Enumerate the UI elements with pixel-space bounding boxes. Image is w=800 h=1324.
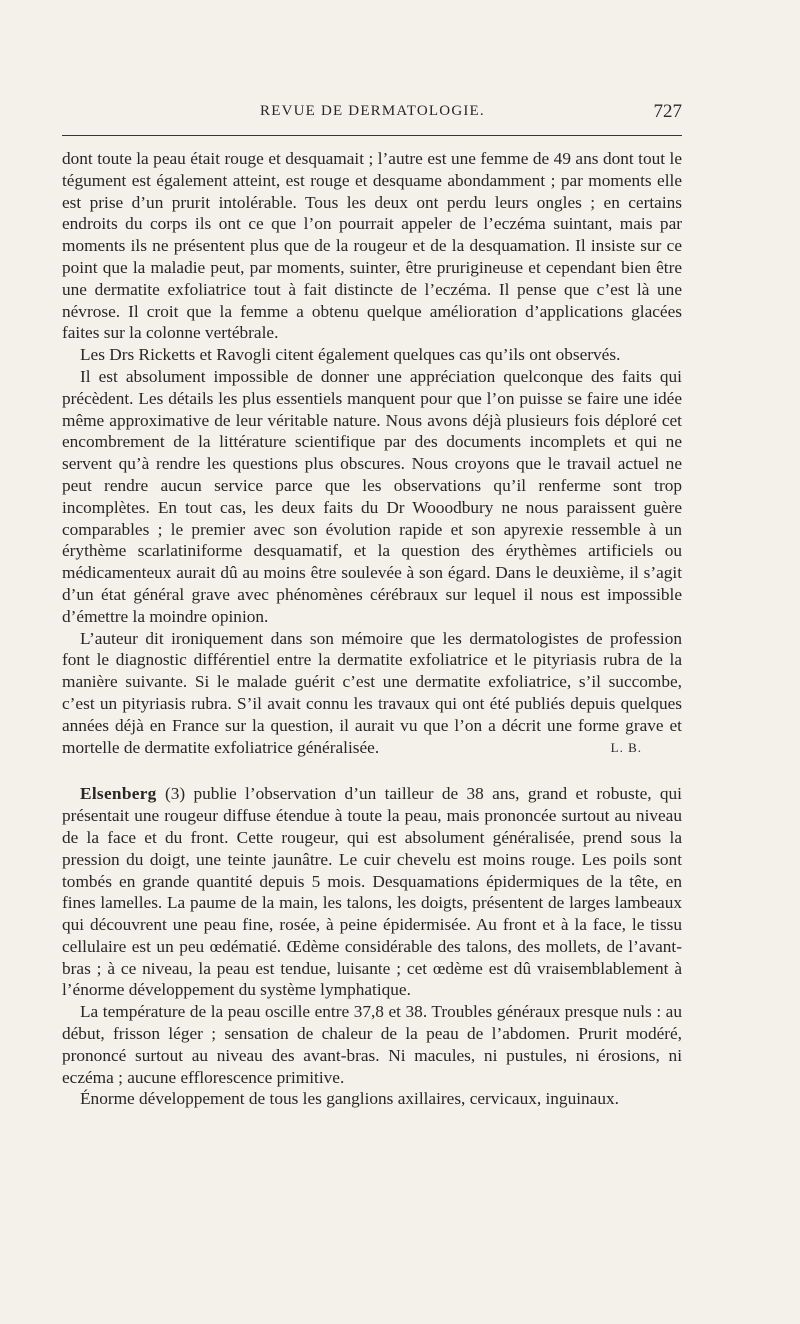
signature: L. B. [610, 739, 642, 755]
paragraph: Énorme développement de tous les ganglions axillaires, cervicaux, inguinaux. [80, 1089, 619, 1109]
paragraph-with-signature [62, 628, 682, 759]
section-lead-text: (3) publie l’observation d’un tailleur de 38 ans, grand et robuste, qui présentait une rougeur diffuse étendue à toute la peau, mais prononcée surtout au niveau de la face et du front. Cette rougeur, qui est absolument généralisée, prend sous la pression du doigt, une teinte jaunâtre. Le cuir chevelu est moins rouge. Les poils sont tombés en grande quantité depuis 5 mois. Desquamations épidermiques de la tête, en fines lamelles. La paume de la main, les talons, les doigts, présentent de larges lambeaux qui découvrent une peau fine, rosée, à peine épidermisée. Au front et à la face, le tissu cellulaire est un peu œdématié. Œdème considérable des talons, des mollets, de l’avant-bras ; à ce niveau, la peau est tendue, luisante ; cet œdème est dû vraisemblablement à l’énorme développement du système lymphatique. [62, 784, 682, 1000]
paragraph-continued: dont toute la peau était rouge et desquamait ; l’autre est une femme de 49 ans dont tout le tégument est également atteint, est rouge et desquame abondamment ; par moments elle est prise d’un prurit intolérable. Tous les deux ont perdu leurs ongles ; en certains endroits du corps ils ont ce que l’on pourrait appeler de l’eczéma suintant, mais par moments ils ne présentent plus que de la rougeur et de la desquamation. Il insiste sur ce point que la maladie peut, par moments, suinter, être prurigineuse et cependant bien être une dermatite exfoliatrice tout à fait distincte de l’eczéma. Il pense que c’est là une névrose. Il croit que la femme a obtenu quelque amélioration d’applications glacées faites sur la colonne vertébrale. [62, 149, 682, 343]
paragraph-text: L’auteur dit ironiquement dans son mémoire que les dermatologistes de profession font le diagnostic différentiel entre la dermatite exfoliatrice et le pityriasis rubra de la manière suivante. Si le malade guérit c’est une dermatite exfoliatrice, s’il succombe, c’est un pityriasis rubra. S’il avait connu les travaux qui ont été publiés depuis quelques années déjà en France sur la question, il aurait vu que l’on a décrit une forme grave et mortelle de dermatite exfoliatrice généralisée. [62, 628, 682, 757]
section-lead-paragraph [62, 783, 682, 1001]
section-gap [62, 758, 682, 783]
page-number: 727 [653, 101, 682, 122]
running-title: REVUE DE DERMATOLOGIE. [260, 103, 485, 119]
author-name: Elsenberg [80, 784, 157, 804]
paragraph: Les Drs Ricketts et Ravogli citent également quelques cas qu’ils ont observés. [80, 345, 621, 365]
paragraph: Il est absolument impossible de donner une appréciation quelconque des faits qui précèdent. Les détails les plus essentiels manquent pour que l’on puisse se faire une idée même approximative de leur véritable nature. Nous avons déjà plusieurs fois déploré cet encombrement de la littérature scientifique par des documents incomplets et qui ne servent qu’à rendre les questions plus obscures. Nous croyons que le travail actuel ne peut rendre aucun service parce que les observations qu’il renferme sont trop incomplètes. En tout cas, les deux faits du Dr Wooodbury ne nous paraissent guère comparables ; le premier avec son évolution rapide et son apyrexie ressemble à un érythème scarlatiniforme desquamatif, et la question des érythèmes artificiels ou médicamenteux aurait dû au moins être soulevée à son égard. Dans le deuxième, il s’agit d’un état général grave avec phénomènes cérébraux sur lequel il nous est impossible d’émettre la moindre opinion. [62, 366, 682, 626]
header-rule [62, 135, 682, 136]
paragraph: La température de la peau oscille entre 37,8 et 38. Troubles généraux presque nuls : au début, frisson léger ; sensation de chaleur de la peau de l’abdomen. Prurit modéré, prononcé surtout au niveau des avant-bras. Ni macules, ni pustules, ni érosions, ni eczéma ; aucune efflorescence primitive. [62, 1002, 682, 1087]
body-text [62, 148, 682, 1110]
page-header [62, 103, 682, 129]
